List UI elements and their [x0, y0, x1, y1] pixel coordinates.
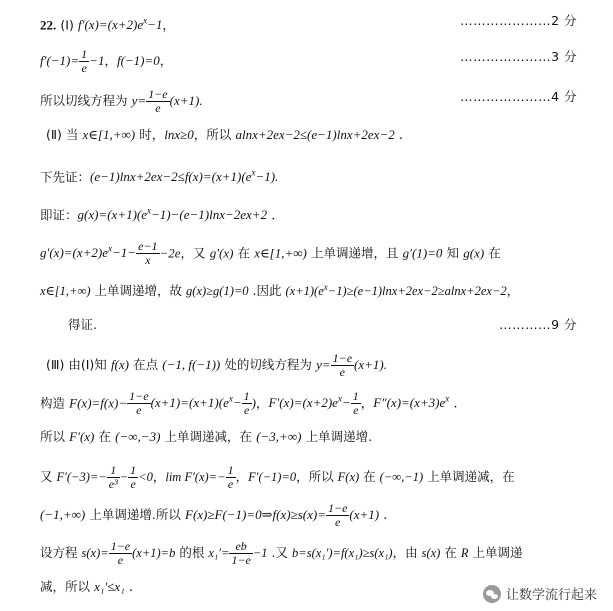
- watermark-text: 让数学流行起来: [505, 588, 597, 603]
- wechat-icon: [483, 585, 501, 603]
- score-9: …………9 分: [499, 317, 577, 332]
- watermark: [483, 584, 597, 603]
- score-2: …………………2 分: [460, 13, 577, 28]
- score-3: …………………3 分: [460, 49, 577, 64]
- score-4: …………………4 分: [460, 89, 577, 104]
